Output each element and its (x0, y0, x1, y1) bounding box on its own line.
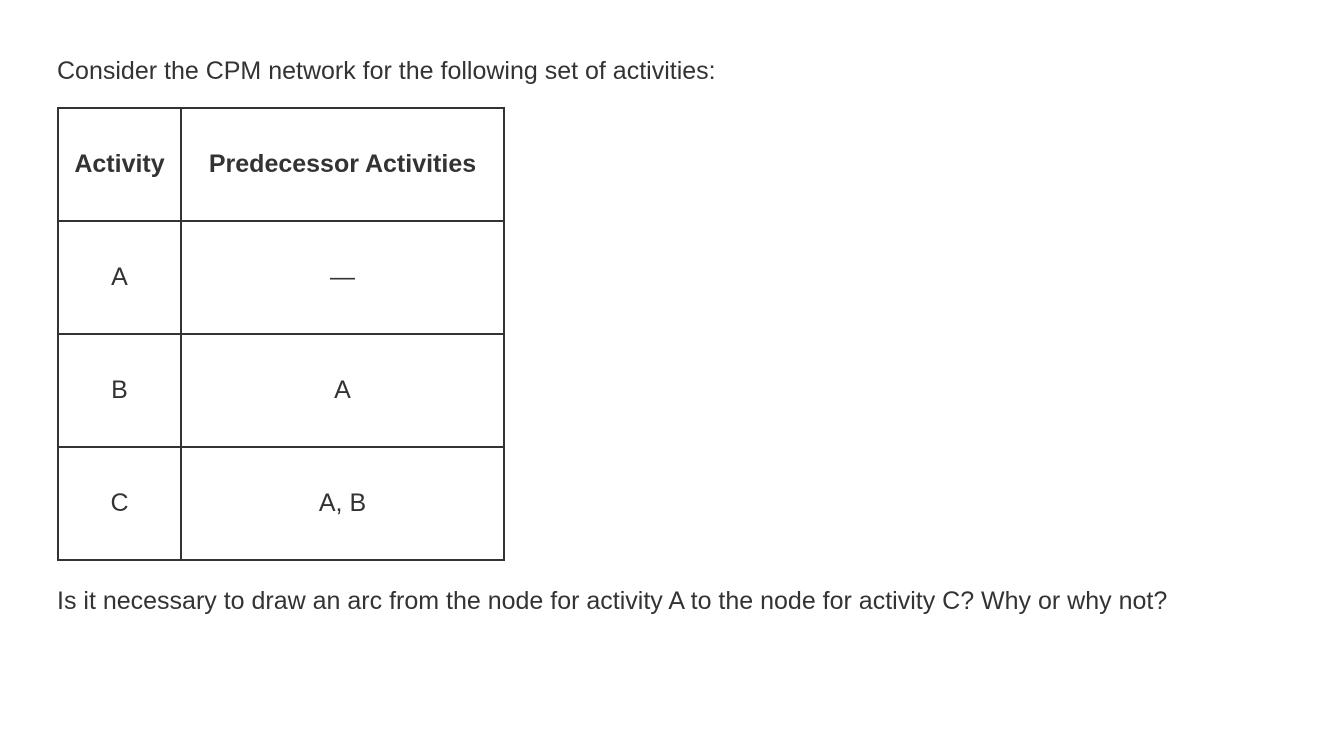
activity-cell: B (58, 334, 181, 447)
table-header-row (58, 108, 504, 221)
predecessor-cell: — (181, 221, 504, 334)
intro-text: Consider the CPM network for the following set of activities: (57, 57, 716, 85)
header-predecessor-activities: Predecessor Activities (181, 108, 504, 221)
table-row (58, 221, 504, 334)
predecessor-cell: A (181, 334, 504, 447)
activity-cell: A (58, 221, 181, 334)
question-text: Is it necessary to draw an arc from the node for activity A to the node for activity C? Why or why not? (57, 587, 1168, 615)
table-row (58, 334, 504, 447)
activity-table (57, 107, 505, 561)
header-activity: Activity (58, 108, 181, 221)
activity-cell: C (58, 447, 181, 560)
table-row (58, 447, 504, 560)
predecessor-cell: A, B (181, 447, 504, 560)
